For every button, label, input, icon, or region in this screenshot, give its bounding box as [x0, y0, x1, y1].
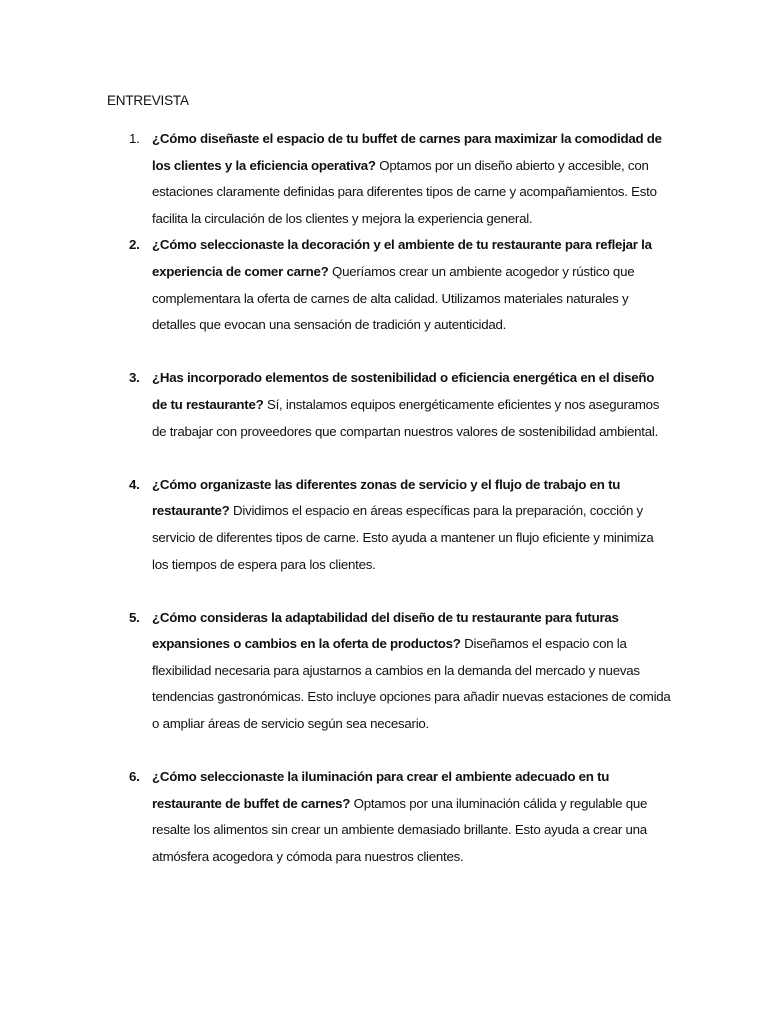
- item-answer: Queríamos crear un ambiente acogedor y rústico que complementara la oferta de carnes de alta calidad. Utilizamos materiales naturales y detalles que evocan una sensación de tradición y autenticidad.: [152, 263, 635, 333]
- item-number: 4.: [129, 476, 140, 492]
- item-number: 3.: [129, 370, 140, 386]
- item-answer: Optamos por una iluminación cálida y regulable que resalte los alimentos sin crear un ambiente demasiado brillante. Esto ayuda a crear una atmósfera acogedora y cómoda para nuestros clientes.: [152, 795, 648, 865]
- interview-item-6: [0, 764, 768, 870]
- item-number: 6.: [129, 769, 140, 785]
- item-question: ¿Cómo consideras la adaptabilidad del diseño de tu restaurante para futuras expansiones o cambios en la oferta de productos?: [152, 609, 619, 652]
- document-heading: ENTREVISTA: [107, 93, 189, 108]
- item-answer: Optamos por un diseño abierto y accesible, con estaciones claramente definidas para diferentes tipos de carne y acompañamientos. Esto facilita la circulación de los clientes y mejora la experiencia general.: [152, 157, 657, 226]
- item-question: ¿Cómo organizaste las diferentes zonas de servicio y el flujo de trabajo en tu restaurante?: [152, 476, 621, 519]
- item-number: 5.: [129, 609, 140, 625]
- interview-list: [0, 126, 768, 871]
- item-answer: Sí, instalamos equipos energéticamente eficientes y nos aseguramos de trabajar con proveedores que compartan nuestros valores de sostenibilidad ambiental.: [152, 396, 660, 439]
- item-number: 1.: [129, 131, 140, 146]
- interview-item-4: [0, 472, 768, 578]
- item-question: ¿Cómo diseñaste el espacio de tu buffet de carnes para maximizar la comodidad de los clientes y la eficiencia operativa?: [152, 131, 662, 173]
- interview-item-2: [0, 232, 768, 338]
- item-number: 2.: [129, 237, 140, 253]
- interview-item-1: [0, 126, 768, 232]
- item-answer: Diseñamos el espacio con la flexibilidad necesaria para ajustarnos a cambios en la demanda del mercado y nuevas tendencias gastronómicas. Esto incluye opciones para añadir nuevas estaciones de comida o ampliar áreas de servicio según sea necesario.: [152, 636, 671, 732]
- interview-item-5: [0, 605, 768, 738]
- item-question: ¿Cómo seleccionaste la decoración y el ambiente de tu restaurante para reflejar la experiencia de comer carne?: [152, 237, 652, 279]
- item-question: ¿Cómo seleccionaste la iluminación para crear el ambiente adecuado en tu restaurante de buffet de carnes?: [152, 769, 610, 811]
- item-question: ¿Has incorporado elementos de sostenibilidad o eficiencia energética en el diseño de tu restaurante?: [152, 370, 655, 412]
- item-answer: Dividimos el espacio en áreas específicas para la preparación, cocción y servicio de diferentes tipos de carne. Esto ayuda a mantener un flujo eficiente y minimiza los tiempos de espera para los clientes.: [152, 503, 654, 572]
- interview-item-3: [0, 365, 768, 445]
